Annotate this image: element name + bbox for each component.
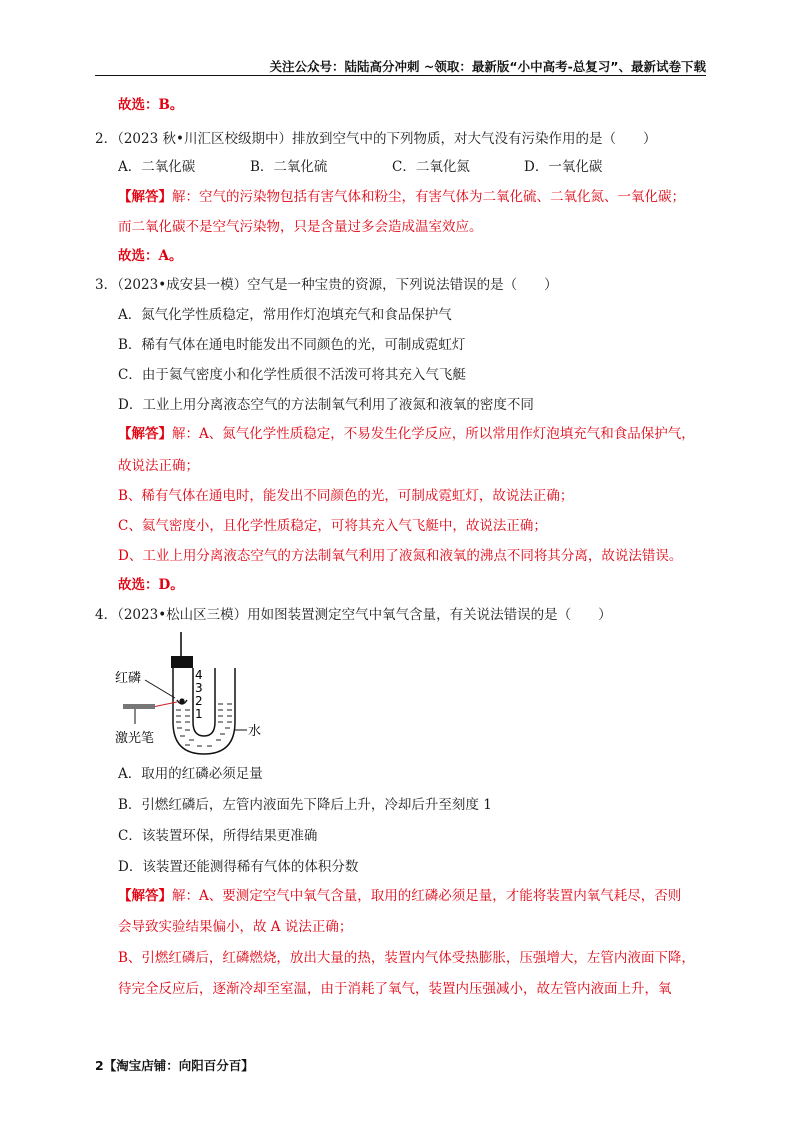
q2-option-c: C．二氧化氮 — [392, 159, 470, 175]
q4-stem-text: （2023•松山区三模）用如图装置测定空气中氧气含量，有关说法错误的是（ ） — [117, 607, 612, 623]
q4-stem — [95, 606, 612, 624]
q4-solution-line-1 — [118, 887, 681, 905]
pointer-line-phosphorus — [145, 680, 175, 698]
q2-solution-line-1 — [118, 188, 685, 206]
q2-stem — [95, 130, 656, 148]
q3-option-a: A．氮气化学性质稳定，常用作灯泡填充气和食品保护气 — [118, 307, 452, 323]
q2-option-d: D．一氧化碳 — [524, 159, 603, 175]
q3-solution-line-4: C、氦气密度小，且化学性质稳定，可将其充入气飞艇中，故说法正确； — [118, 518, 547, 534]
label-laser-pen: 激光笔 — [115, 731, 155, 746]
q2-option-b: B．二氧化硫 — [250, 159, 328, 175]
q3-option-d: D．工业上用分离液态空气的方法制氧气利用了液氮和液氧的密度不同 — [118, 397, 534, 413]
q4-apparatus-figure — [115, 630, 265, 760]
q3-number: 3． — [95, 277, 118, 293]
red-phosphorus — [179, 698, 184, 703]
q2-solution-text-1: 解：空气的污染物包括有害气体和粉尘，有害气体为二氧化硫、二氧化氮、一氧化碳； — [172, 189, 685, 205]
q2-answer: 故选：A。 — [118, 248, 183, 264]
q1-answer: 故选：B。 — [118, 97, 184, 113]
q3-solution-line-1 — [118, 425, 695, 443]
q3-solution-line-3: B、稀有气体在通电时，能发出不同颜色的光，可制成霓虹灯，故说法正确； — [118, 488, 574, 504]
page-footer — [95, 1056, 254, 1074]
q3-stem-text: （2023•成安县一模）空气是一种宝贵的资源，下列说法错误的是（ ） — [117, 277, 558, 293]
laser-pen — [123, 704, 155, 709]
q4-option-d: D．该装置还能测得稀有气体的体积分数 — [118, 859, 359, 875]
q4-option-c: C．该装置环保，所得结果更准确 — [118, 828, 318, 844]
scale-mark-1: 1 — [195, 707, 203, 721]
q2-stem-text: （2023 秋•川汇区校级期中）排放到空气中的下列物质，对大气没有污染作用的是（ ） — [117, 131, 657, 147]
q3-answer: 故选：D。 — [118, 577, 184, 593]
q3-solution-line-2: 故说法正确； — [118, 458, 199, 474]
scale-mark-2: 2 — [195, 694, 203, 708]
q2-solution-line-2: 而二氧化碳不是空气污染物，只是含量过多会造成温室效应。 — [118, 219, 483, 235]
label-water: 水 — [248, 724, 262, 739]
q4-option-b: B．引燃红磷后，左管内液面先下降后上升，冷却后升至刻度 1 — [118, 797, 492, 813]
rubber-stopper — [171, 656, 193, 668]
q2-option-a: A．二氧化碳 — [118, 159, 196, 175]
q4-solution-line-2: 会导致实验结果偏小，故 A 说法正确； — [118, 919, 353, 935]
q4-solution-line-4: 待完全反应后，逐渐冷却至室温，由于消耗了氧气，装置内压强减小，故左管内液面上升，氧 — [118, 981, 672, 997]
q3-stem — [95, 276, 558, 294]
q4-solution-text-1: 解：A、要测定空气中氧气含量，取用的红磷必须足量，才能将装置内氧气耗尽，否则 — [172, 888, 682, 904]
q2-number: 2． — [95, 131, 118, 147]
footer-shop-text: 【淘宝店铺：向阳百分百】 — [103, 1058, 254, 1073]
q4-solution-line-3: B、引燃红磷后，红磷燃烧，放出大量的热，装置内气体受热膨胀，压强增大，左管内液面下降， — [118, 950, 695, 966]
q4-number: 4． — [95, 607, 118, 623]
u-bend-inner — [193, 722, 215, 736]
label-red-phosphorus: 红磷 — [115, 671, 142, 686]
q3-option-b: B．稀有气体在通电时能发出不同颜色的光，可制成霓虹灯 — [118, 337, 466, 353]
page-header: 关注公众号：陆陆高分冲刺 ~领取：最新版“小中高考-总复习”、最新试卷下载 — [269, 59, 706, 74]
q3-solution-line-5: D、工业上用分离液态空气的方法制氧气利用了液氮和液氧的沸点不同将其分离，故说法错误。 — [118, 548, 683, 564]
q4-solution-tag: 【解答】 — [118, 888, 172, 904]
u-bend-outer — [173, 722, 235, 754]
water-hatching — [176, 704, 232, 746]
q4-option-a: A．取用的红磷必须足量 — [118, 766, 263, 782]
q3-option-c: C．由于氦气密度小和化学性质很不活泼可将其充入气飞艇 — [118, 367, 466, 383]
page-number: 2 — [95, 1058, 104, 1073]
q3-solution-text-1: 解：A、氮气化学性质稳定，不易发生化学反应，所以常用作灯泡填充气和食品保护气， — [172, 426, 695, 442]
scale-mark-3: 3 — [195, 681, 203, 695]
q2-solution-tag: 【解答】 — [118, 189, 172, 205]
header-rule — [95, 75, 706, 76]
q3-solution-tag: 【解答】 — [118, 426, 172, 442]
scale-mark-4: 4 — [195, 668, 203, 682]
